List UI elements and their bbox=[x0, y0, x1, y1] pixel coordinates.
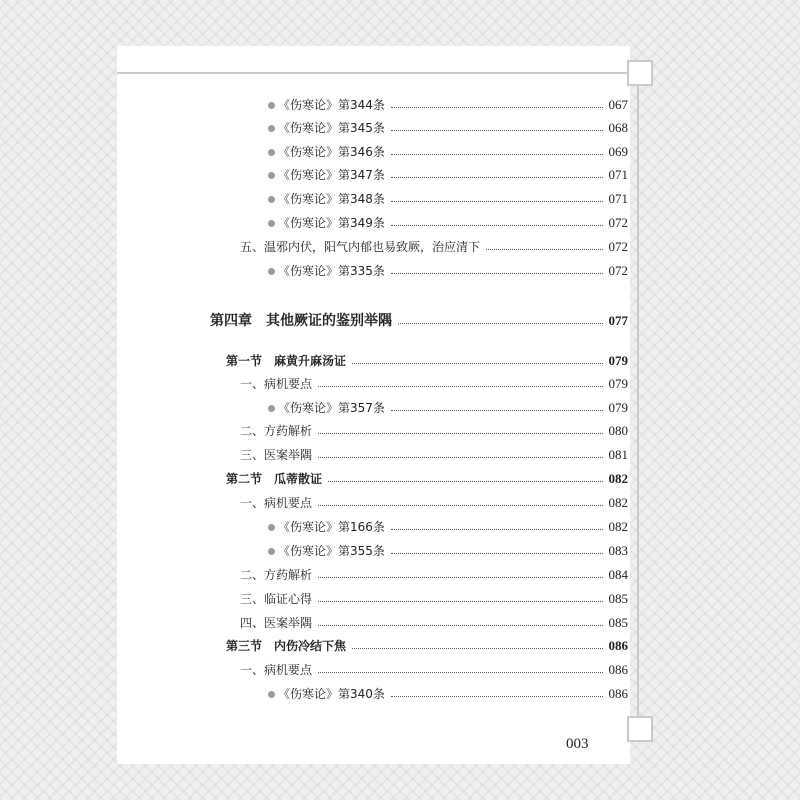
toc-entry-label bbox=[240, 420, 318, 442]
toc-page-number: 079 bbox=[608, 400, 628, 415]
bullet-dot-icon bbox=[268, 172, 275, 179]
toc-entry-text: 第一节 麻黄升麻汤证 bbox=[226, 354, 347, 368]
toc-page-number: 079 bbox=[608, 376, 628, 391]
dot-leader bbox=[391, 201, 603, 202]
toc-page-number: 086 bbox=[608, 662, 628, 677]
toc-page-number: 082 bbox=[608, 519, 628, 534]
toc-entry-text: 三、医案举隅 bbox=[240, 448, 313, 462]
toc-entry[interactable] bbox=[240, 444, 628, 466]
toc-entry-text: 一、病机要点 bbox=[240, 663, 313, 677]
toc-page-number: 082 bbox=[608, 471, 628, 486]
toc-entry[interactable] bbox=[268, 164, 628, 186]
bullet-dot-icon bbox=[268, 220, 275, 227]
dot-leader bbox=[318, 601, 602, 602]
dot-leader bbox=[318, 672, 602, 673]
toc-entry-text: 《伤寒论》第166条 bbox=[278, 520, 385, 534]
toc-entry[interactable] bbox=[268, 141, 628, 163]
toc-entry-label bbox=[268, 94, 391, 116]
toc-entry[interactable] bbox=[240, 612, 628, 634]
toc-entry-text: 《伤寒论》第357条 bbox=[278, 401, 385, 415]
toc-entry-label bbox=[268, 516, 391, 538]
toc-entry-text: 三、临证心得 bbox=[240, 592, 313, 606]
dot-leader bbox=[391, 529, 603, 530]
dot-leader bbox=[318, 386, 602, 387]
toc-entry-label bbox=[240, 444, 318, 466]
toc-entry-label bbox=[240, 236, 486, 258]
toc-page-number: 086 bbox=[608, 686, 628, 701]
toc-entry-label bbox=[226, 350, 352, 372]
toc-entry-text: 五、温邪内伏，阳气内郁也易致厥，治应清下 bbox=[240, 240, 481, 254]
toc-page-number: 083 bbox=[608, 543, 628, 558]
toc-entry-text: 《伤寒论》第348条 bbox=[278, 192, 385, 206]
toc-entry-text: 《伤寒论》第347条 bbox=[278, 168, 385, 182]
bullet-dot-icon bbox=[268, 405, 275, 412]
bullet-dot-icon bbox=[268, 524, 275, 531]
dot-leader bbox=[398, 323, 603, 324]
toc-page-number: 072 bbox=[608, 215, 628, 230]
toc-entry[interactable] bbox=[240, 588, 628, 610]
bullet-dot-icon bbox=[268, 548, 275, 555]
toc-entry-label bbox=[240, 659, 318, 681]
toc-page-number: 071 bbox=[608, 191, 628, 206]
toc-page-number: 080 bbox=[608, 423, 628, 438]
toc-entry-label bbox=[210, 310, 398, 332]
toc-entry[interactable] bbox=[268, 94, 628, 116]
bullet-dot-icon bbox=[268, 196, 275, 203]
bullet-dot-icon bbox=[268, 149, 275, 156]
bullet-dot-icon bbox=[268, 691, 275, 698]
dot-leader bbox=[391, 410, 603, 411]
toc-entry[interactable] bbox=[268, 117, 628, 139]
bullet-dot-icon bbox=[268, 125, 275, 132]
toc-section[interactable] bbox=[226, 468, 628, 490]
toc-entry-text: 《伤寒论》第340条 bbox=[278, 687, 385, 701]
toc-section[interactable] bbox=[226, 350, 628, 372]
toc-entry-label bbox=[268, 397, 391, 419]
toc-entry[interactable] bbox=[240, 492, 628, 514]
toc-entry-label bbox=[268, 164, 391, 186]
toc-entry-label bbox=[226, 635, 352, 657]
toc-chapter[interactable] bbox=[210, 310, 628, 332]
toc-entry-text: 一、病机要点 bbox=[240, 496, 313, 510]
toc-entry-label bbox=[240, 492, 318, 514]
toc-page-number: 081 bbox=[608, 447, 628, 462]
toc-page-number: 071 bbox=[608, 167, 628, 182]
dot-leader bbox=[318, 505, 602, 506]
bullet-dot-icon bbox=[268, 268, 275, 275]
toc-entry-text: 一、病机要点 bbox=[240, 377, 313, 391]
toc-entry-label bbox=[268, 141, 391, 163]
toc-entry-text: 第三节 内伤冷结下焦 bbox=[226, 639, 347, 653]
dot-leader bbox=[318, 433, 602, 434]
toc-entry[interactable] bbox=[240, 659, 628, 681]
dot-leader bbox=[391, 553, 603, 554]
dot-leader bbox=[318, 577, 602, 578]
dot-leader bbox=[318, 457, 602, 458]
toc-page-number: 079 bbox=[608, 353, 628, 368]
toc-page-number: 072 bbox=[608, 263, 628, 278]
toc-page-number: 069 bbox=[608, 144, 628, 159]
toc-entry-label bbox=[240, 588, 318, 610]
toc-entry-label bbox=[268, 188, 391, 210]
toc-entry-label bbox=[226, 468, 328, 490]
toc-page-number: 085 bbox=[608, 591, 628, 606]
toc-entry-text: 第二节 瓜蒂散证 bbox=[226, 472, 323, 486]
toc-entry-text: 四、医案举隅 bbox=[240, 616, 313, 630]
toc-entry-text: 二、方药解析 bbox=[240, 424, 313, 438]
toc-entry-label bbox=[240, 564, 318, 586]
toc-entry-label bbox=[268, 683, 391, 705]
page-number: 003 bbox=[566, 736, 589, 752]
toc-entry[interactable] bbox=[268, 540, 628, 562]
toc-entry-text: 第四章 其他厥证的鉴别举隅 bbox=[210, 313, 392, 329]
dot-leader bbox=[318, 625, 602, 626]
toc-entry-label bbox=[268, 260, 391, 282]
toc-entry[interactable] bbox=[268, 397, 628, 419]
dot-leader bbox=[391, 696, 603, 697]
toc-section[interactable] bbox=[226, 635, 628, 657]
toc-entry-text: 《伤寒论》第346条 bbox=[278, 145, 385, 159]
toc-entry-text: 《伤寒论》第344条 bbox=[278, 98, 385, 112]
toc-entry-label bbox=[240, 373, 318, 395]
dot-leader bbox=[352, 363, 602, 364]
toc-page-number: 072 bbox=[608, 239, 628, 254]
toc-page-number: 085 bbox=[608, 615, 628, 630]
toc-entry[interactable] bbox=[268, 188, 628, 210]
toc-entry[interactable] bbox=[240, 236, 628, 258]
toc-entry[interactable] bbox=[240, 564, 628, 586]
toc-entry-text: 二、方药解析 bbox=[240, 568, 313, 582]
toc-entry[interactable] bbox=[268, 260, 628, 282]
toc-entry-label bbox=[268, 117, 391, 139]
dot-leader bbox=[328, 481, 602, 482]
dot-leader bbox=[391, 154, 603, 155]
toc-page-number: 086 bbox=[608, 638, 628, 653]
dot-leader bbox=[391, 273, 603, 274]
dot-leader bbox=[391, 225, 603, 226]
dot-leader bbox=[486, 249, 602, 250]
toc-entry[interactable] bbox=[268, 212, 628, 234]
toc-entry[interactable] bbox=[268, 683, 628, 705]
toc-page-number: 082 bbox=[608, 495, 628, 510]
toc-entry-text: 《伤寒论》第345条 bbox=[278, 121, 385, 135]
bullet-dot-icon bbox=[268, 102, 275, 109]
dot-leader bbox=[391, 130, 603, 131]
toc-entry[interactable] bbox=[268, 516, 628, 538]
toc-entry-label bbox=[240, 612, 318, 634]
dot-leader bbox=[391, 107, 603, 108]
dot-leader bbox=[391, 177, 603, 178]
toc-page-number: 077 bbox=[608, 313, 628, 328]
dot-leader bbox=[352, 648, 602, 649]
toc-page-number: 084 bbox=[608, 567, 628, 582]
toc-entry[interactable] bbox=[240, 420, 628, 442]
toc-page-number: 068 bbox=[608, 120, 628, 135]
toc-entry-label bbox=[268, 540, 391, 562]
toc-entry-text: 《伤寒论》第335条 bbox=[278, 264, 385, 278]
toc-page-number: 067 bbox=[608, 97, 628, 112]
toc-entry-label bbox=[268, 212, 391, 234]
toc-entry-text: 《伤寒论》第355条 bbox=[278, 544, 385, 558]
toc-entry-text: 《伤寒论》第349条 bbox=[278, 216, 385, 230]
toc-entry[interactable] bbox=[240, 373, 628, 395]
